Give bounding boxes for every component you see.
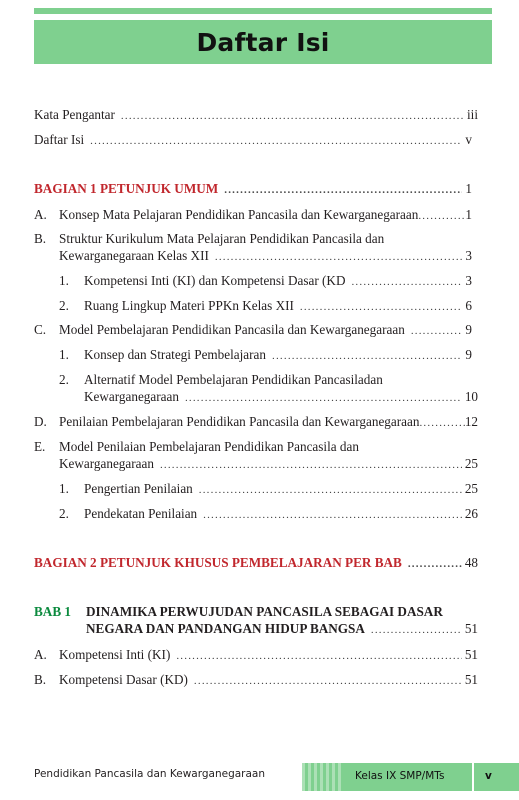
toc-entry-b-2[interactable] [59,297,472,316]
toc-entry-text: Kompetensi Inti (KI) [59,647,171,662]
dot-leader [272,348,462,365]
dot-leader [351,274,462,291]
toc-entry-d[interactable] [34,413,478,432]
toc-entry-text: Pengertian Penilaian [84,481,193,496]
toc-page-number: 12 [464,414,478,429]
toc-section-bagian-2[interactable] [34,554,478,573]
toc-label: 2. [59,506,69,521]
toc-page-number: 3 [465,248,472,263]
toc-label: 1. [59,347,69,362]
section-heading: BAGIAN 1 PETUNJUK UMUM [34,181,219,196]
toc-entry-bab1-b[interactable] [34,671,478,690]
toc-page-number: 10 [464,389,478,404]
dot-leader [185,390,462,407]
toc-page-number: 1 [465,181,472,196]
toc-page-number: 3 [465,273,472,288]
toc-section-bagian-1[interactable] [34,180,472,199]
toc-page-number: 25 [464,481,478,496]
toc-entry-b-1[interactable] [59,272,472,291]
toc-entry-text: Kata Pengantar [34,107,115,122]
toc-page-number: 51 [464,621,478,636]
toc-label: 2. [59,372,69,387]
footer-book-title: Pendidikan Pancasila dan Kewarganegaraan [34,768,266,780]
dot-leader [300,299,463,316]
section-heading: BAGIAN 2 PETUNJUK KHUSUS PEMBELAJARAN PER BAB [34,555,402,570]
toc-entry-daftar-isi[interactable] [34,131,472,150]
toc-entry-text: Kompetensi Dasar (KD) [59,672,188,687]
toc-label: A. [34,647,47,662]
toc-label: A. [34,207,47,222]
toc-label: D. [34,414,47,429]
toc-entry-text: Ruang Lingkup Materi PPKn Kelas XII [84,298,294,313]
toc-entry-text-line2: Kewarganegaraan [84,389,179,404]
toc-entry-bab1-a[interactable] [34,646,478,665]
dot-leader [215,249,463,266]
dot-leader [160,457,462,474]
toc-entry-bab-1[interactable] [34,603,478,639]
toc-entry-kata-pengantar[interactable] [34,106,478,125]
dot-leader [418,208,465,225]
header-top-rule [34,8,492,14]
toc-entry-text-line1: Struktur Kurikulum Mata Pelajaran Pendidikan Pancasila dan [59,231,385,246]
toc-entry-e[interactable] [34,438,478,474]
toc-page-number: 9 [465,347,472,362]
toc-entry-text: Konsep Mata Pelajaran Pendidikan Pancasila dan Kewarganegaraan [59,207,419,222]
dot-leader [90,133,462,150]
toc-entry-text: Kompetensi Inti (KI) dan Kompetensi Dasar (KD [84,273,346,288]
toc-entry-text-line2: Kewarganegaraan Kelas XII [59,248,209,263]
dot-leader [194,673,462,690]
toc-label: B. [34,231,47,246]
toc-page-number: 6 [465,298,472,313]
dot-leader [371,622,462,639]
toc-label: 1. [59,273,69,288]
toc-entry-text: Daftar Isi [34,132,85,147]
toc-label: B. [34,672,47,687]
dot-leader [121,108,464,125]
toc-entry-c[interactable] [34,321,472,340]
toc-entry-text: Konsep dan Strategi Pembelajaran [84,347,267,362]
dot-leader [203,507,462,524]
chapter-title-line1: DINAMIKA PERWUJUDAN PANCASILA SEBAGAI DASAR [86,604,443,619]
toc-label: 1. [59,481,69,496]
dot-leader [176,648,461,665]
dot-leader [224,182,462,199]
dot-leader [419,415,464,432]
footer-page-number: v [485,770,492,782]
toc-entry-e-2[interactable] [59,505,478,524]
toc-page-number: 48 [464,555,478,570]
header-bar [34,20,492,64]
toc-page-number: 51 [464,647,478,662]
toc-entry-text: Penilaian Pembelajaran Pendidikan Pancasila dan Kewarganegaraan [59,414,420,429]
toc-entry-text: Model Pembelajaran Pendidikan Pancasila dan Kewarganegaraan [59,322,405,337]
dot-leader [411,323,463,340]
toc-page-number: iii [467,107,478,122]
toc-page-number: v [465,132,472,147]
toc-entry-b[interactable] [34,230,472,266]
page-title: Daftar Isi [196,27,330,57]
toc-entry-e-1[interactable] [59,480,478,499]
toc-page-number: 1 [465,207,472,222]
toc-label: 2. [59,298,69,313]
toc-entry-text: Pendekatan Penilaian [84,506,198,521]
dot-leader [408,556,462,573]
footer-class-label: Kelas IX SMP/MTs [355,770,445,782]
chapter-label: BAB 1 [34,604,72,619]
toc-page-number: 9 [465,322,472,337]
toc-label: E. [34,439,46,454]
toc-page-number: 25 [464,456,478,471]
toc-label: C. [34,322,47,337]
toc-entry-c-1[interactable] [59,346,472,365]
footer-pattern [302,763,342,791]
toc-entry-text-line1: Alternatif Model Pembelajaran Pendidikan Pancasiladan [84,372,383,387]
dot-leader [199,482,462,499]
toc-page-number: 26 [464,506,478,521]
chapter-title-line2: NEGARA DAN PANDANGAN HIDUP BANGSA [86,621,365,636]
toc-entry-text-line2: Kewarganegaraan [59,456,154,471]
footer-separator [472,763,474,791]
toc-entry-text-line1: Model Penilaian Pembelajaran Pendidikan Pancasila dan [59,439,359,454]
toc-page-number: 51 [464,672,478,687]
toc-entry-a[interactable] [34,206,472,225]
toc-entry-c-2[interactable] [59,371,478,407]
